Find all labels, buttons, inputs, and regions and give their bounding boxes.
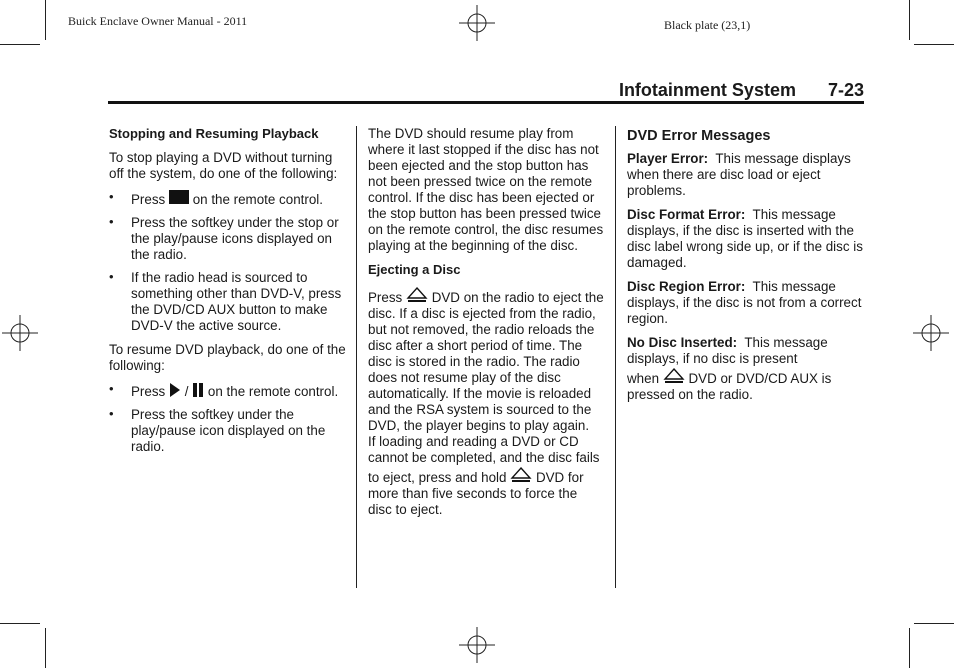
list-item-text: If the radio head is sourced to something other than DVD-V, press the DVD/CD AUX button to make DVD-V the active source. bbox=[131, 270, 342, 333]
paragraph bbox=[368, 434, 604, 518]
column-1 bbox=[109, 126, 347, 463]
list-item-text: Press the softkey under the play/pause icon displayed on the radio. bbox=[131, 407, 326, 454]
paragraph-text: DVD or DVD/CD AUX is pressed on the radio. bbox=[627, 371, 832, 402]
list-item bbox=[109, 215, 347, 263]
eject-icon bbox=[510, 466, 532, 484]
paragraph-text: DVD on the radio to eject the disc. If a disc is ejected from the radio, but not removed, the radio reloads the disc after a short period of time. The disc is stored in the radio. The radio does not resume play of the disc automatically. If the movie is reloaded and the RSA system is sourced to the DVD, the player begins to play again. bbox=[368, 290, 604, 433]
paragraph-text: Press bbox=[368, 290, 403, 305]
registration-mark-icon bbox=[459, 627, 495, 663]
bullet-list bbox=[109, 190, 347, 334]
heading-dvd-error-messages: DVD Error Messages bbox=[627, 128, 771, 144]
paragraph: To stop playing a DVD without turning off the system, do one of the following: bbox=[109, 150, 338, 181]
list-item-text: Press the softkey under the stop or the play/pause icons displayed on the radio. bbox=[131, 215, 339, 262]
subheading-ejecting: Ejecting a Disc bbox=[368, 262, 461, 277]
crop-mark bbox=[909, 628, 910, 668]
registration-mark-icon bbox=[913, 315, 949, 351]
error-description: This message displays, if no disc is present bbox=[627, 335, 828, 366]
bullet-list bbox=[109, 382, 347, 455]
list-item bbox=[109, 382, 347, 400]
paragraph-text: If loading and reading a DVD or CD cannot be completed, and the disc fails to eject, press and hold bbox=[368, 434, 600, 485]
crop-mark bbox=[914, 44, 954, 45]
bullet: • bbox=[109, 189, 114, 204]
column-divider bbox=[615, 126, 616, 588]
paragraph: The DVD should resume play from where it last stopped if the disc has not been ejected and the stop button has not been pressed twice on the remote control. If the disc has been ejected or the stop button has been pressed twice on the remote control, the disc resumes playing at the beginning of the disc. bbox=[368, 126, 604, 253]
paragraph: To resume DVD playback, do one of the following: bbox=[109, 342, 346, 373]
bullet: • bbox=[109, 214, 114, 229]
stop-icon bbox=[169, 190, 189, 204]
column-3 bbox=[627, 126, 865, 411]
error-label: Player Error: bbox=[627, 151, 709, 166]
column-divider bbox=[356, 126, 357, 588]
error-entry bbox=[627, 151, 865, 199]
page-number: 7-23 bbox=[827, 80, 864, 100]
bullet: • bbox=[109, 381, 114, 396]
section-title: Infotainment System bbox=[618, 80, 796, 100]
eject-icon bbox=[663, 367, 685, 385]
manual-title: Buick Enclave Owner Manual - 2011 bbox=[68, 14, 248, 28]
paragraph-text: DVD for more than five seconds to force the disc to eject. bbox=[368, 470, 584, 517]
bullet: • bbox=[109, 269, 114, 284]
error-entry bbox=[627, 335, 865, 367]
error-description: This message displays when there are disc load or eject problems. bbox=[627, 151, 851, 198]
registration-mark-icon bbox=[2, 315, 38, 351]
registration-mark-icon bbox=[459, 5, 495, 41]
error-description: This message displays, if the disc is inserted with the disc label wrong side up, or if the disc is damaged. bbox=[627, 207, 863, 270]
error-label: Disc Region Error: bbox=[627, 279, 746, 294]
paragraph-text: when bbox=[627, 371, 660, 386]
list-item bbox=[109, 407, 347, 455]
plate-label: Black plate (23,1) bbox=[664, 18, 751, 32]
list-item bbox=[109, 190, 347, 208]
error-description: This message displays, if the disc is not from a correct region. bbox=[627, 279, 862, 326]
error-label: No Disc Inserted: bbox=[627, 335, 738, 350]
bullet: • bbox=[109, 406, 114, 421]
list-item-text: Press bbox=[131, 384, 166, 399]
list-item bbox=[109, 270, 347, 334]
list-item-text: on the remote control. bbox=[207, 384, 339, 399]
crop-mark bbox=[909, 0, 910, 40]
separator: / bbox=[184, 384, 189, 399]
play-icon bbox=[169, 382, 181, 398]
crop-mark bbox=[0, 623, 40, 624]
error-entry bbox=[627, 207, 865, 271]
crop-mark bbox=[45, 0, 46, 40]
section-header bbox=[619, 80, 864, 101]
paragraph bbox=[368, 286, 604, 434]
crop-mark bbox=[914, 623, 954, 624]
paragraph bbox=[627, 367, 865, 403]
subheading-stopping: Stopping and Resuming Playback bbox=[109, 126, 319, 141]
pause-icon bbox=[192, 382, 204, 398]
header-rule bbox=[108, 101, 864, 104]
eject-icon bbox=[406, 286, 428, 304]
crop-mark bbox=[45, 628, 46, 668]
error-entry bbox=[627, 279, 865, 327]
list-item-text: Press bbox=[131, 192, 166, 207]
crop-mark bbox=[0, 44, 40, 45]
error-label: Disc Format Error: bbox=[627, 207, 746, 222]
column-2 bbox=[368, 126, 604, 526]
list-item-text: on the remote control. bbox=[192, 192, 323, 207]
